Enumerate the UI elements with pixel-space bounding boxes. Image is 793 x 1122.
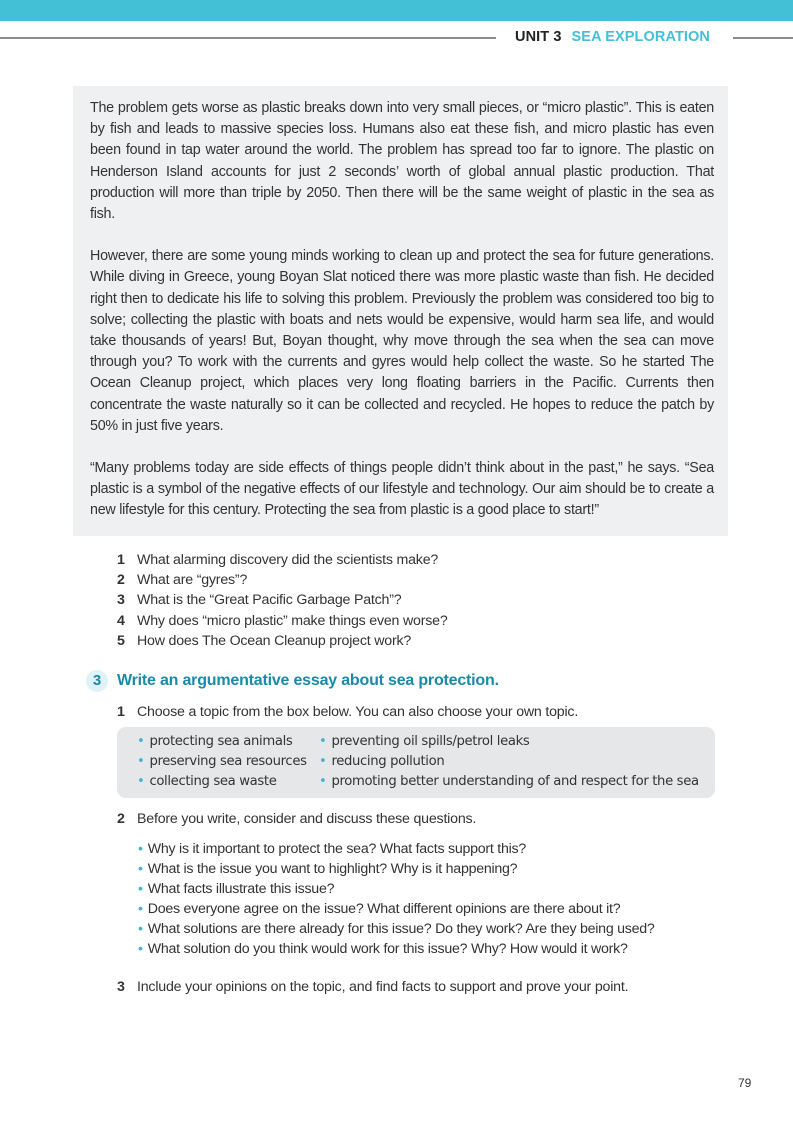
question-item <box>117 550 717 570</box>
bullet-icon: • <box>319 754 327 769</box>
exercise-number-badge: 3 <box>86 670 108 692</box>
exercise-heading <box>86 670 499 692</box>
discussion-item <box>138 839 655 859</box>
bullet-icon: • <box>138 941 143 957</box>
question-item <box>117 611 717 631</box>
question-number: 2 <box>117 572 125 589</box>
topic-item <box>137 732 307 752</box>
header-rule-left <box>0 37 496 39</box>
bullet-icon: • <box>138 881 143 897</box>
step-text: Include your opinions on the topic, and find facts to support and prove your point. <box>137 979 629 995</box>
exercise-step <box>117 811 476 827</box>
question-number: 5 <box>117 632 125 649</box>
discussion-item <box>138 879 655 899</box>
question-item <box>117 631 717 651</box>
question-item <box>117 570 717 590</box>
question-text: What are “gyres”? <box>137 572 248 589</box>
step-number: 3 <box>117 979 125 995</box>
discussion-text: What solution do you think would work for this issue? Why? How would it work? <box>147 941 628 957</box>
topic-text: protecting sea animals <box>149 734 293 749</box>
topic-item <box>137 772 307 792</box>
bullet-icon: • <box>319 734 327 749</box>
bullet-icon: • <box>138 861 143 877</box>
bullet-icon: • <box>138 901 143 917</box>
discussion-item <box>138 859 655 879</box>
topic-item <box>319 752 699 772</box>
bullet-icon: • <box>319 774 327 789</box>
topic-text: preventing oil spills/petrol leaks <box>331 734 530 749</box>
header-rule-right <box>733 37 793 39</box>
step-number: 1 <box>117 704 125 720</box>
passage-paragraph: However, there are some young minds working to clean up and protect the sea for future generations. While diving in Greece, young Boyan Slat noticed there was more plastic waste than fish. He decided right then to dedicate his life to solving this problem. Previously the problem was considered too big to solve; collecting the plastic with boats and nets would be expensive, would harm sea life, and would take thousands of years! But, Boyan thought, why move through the sea when the sea can move through you? To work with the currents and gyres would help collect the waste. So he started The Ocean Cleanup project, which places very long floating barriers in the Pacific. Currents then concentrate the waste naturally so it can be collected and recycled. He hopes to reduce the patch by 50% in just five years. <box>90 248 714 434</box>
topic-text: promoting better understanding of and respect for the sea <box>331 774 699 789</box>
question-number: 4 <box>117 612 125 629</box>
reading-passage <box>73 86 728 536</box>
topic-text: collecting sea waste <box>149 774 277 789</box>
discussion-text: What is the issue you want to highlight? Why is it happening? <box>147 861 518 877</box>
question-number: 3 <box>117 592 125 609</box>
topic-item <box>319 732 699 752</box>
question-text: Why does “micro plastic” make things even worse? <box>137 612 448 629</box>
unit-header <box>515 29 710 45</box>
bullet-icon: • <box>138 841 143 857</box>
topic-column <box>319 732 699 792</box>
exercise-title: Write an argumentative essay about sea protection. <box>117 672 499 689</box>
unit-label: UNIT 3 <box>515 29 562 45</box>
discussion-text: Why is it important to protect the sea? What facts support this? <box>147 841 526 857</box>
question-text: How does The Ocean Cleanup project work? <box>137 632 412 649</box>
exercise-step <box>117 979 628 995</box>
question-text: What alarming discovery did the scientists make? <box>137 552 439 568</box>
question-text: What is the “Great Pacific Garbage Patch”? <box>137 592 402 609</box>
bullet-icon: • <box>138 921 143 937</box>
topic-box <box>117 727 715 798</box>
unit-title: SEA EXPLORATION <box>571 29 710 45</box>
comprehension-questions <box>117 550 717 651</box>
question-number: 1 <box>117 552 125 568</box>
discussion-text: Does everyone agree on the issue? What different opinions are there about it? <box>147 901 621 917</box>
topic-column <box>137 732 307 792</box>
topic-item <box>319 772 699 792</box>
discussion-item <box>138 939 655 959</box>
step-text: Choose a topic from the box below. You can also choose your own topic. <box>137 704 579 720</box>
passage-paragraph: The problem gets worse as plastic breaks down into very small pieces, or “micro plastic”. This is eaten by fish and leads to massive species loss. Humans also eat these fish, and micro plastic has even been found in tap water around the world. The problem has spread too far to ignore. The plastic on Henderson Island accounts for just 2 seconds’ worth of global annual plastic production. That production will more than triple by 2050. Then there will be the same weight of plastic in the sea as fish. <box>90 100 714 223</box>
topic-text: reducing pollution <box>331 754 445 769</box>
step-number: 2 <box>117 811 125 827</box>
page-number: 79 <box>738 1076 752 1090</box>
header-color-bar <box>0 0 793 21</box>
bullet-icon: • <box>137 774 145 789</box>
discussion-text: What facts illustrate this issue? <box>147 881 335 897</box>
passage-paragraph: “Many problems today are side effects of things people didn’t think about in the past,” he says. “Sea plastic is a symbol of the negative effects of our lifestyle and technology. Our aim should be to create a new lifestyle for this century. Protecting the sea from plastic is a good place to start!” <box>90 460 714 519</box>
topic-item <box>137 752 307 772</box>
discussion-text: What solutions are there already for this issue? Do they work? Are they being used? <box>147 921 655 937</box>
discussion-item <box>138 899 655 919</box>
bullet-icon: • <box>137 734 145 749</box>
discussion-questions <box>138 839 655 959</box>
bullet-icon: • <box>137 754 145 769</box>
question-item <box>117 590 717 610</box>
exercise-step <box>117 704 578 720</box>
discussion-item <box>138 919 655 939</box>
step-text: Before you write, consider and discuss these questions. <box>137 811 477 827</box>
topic-text: preserving sea resources <box>149 754 307 769</box>
